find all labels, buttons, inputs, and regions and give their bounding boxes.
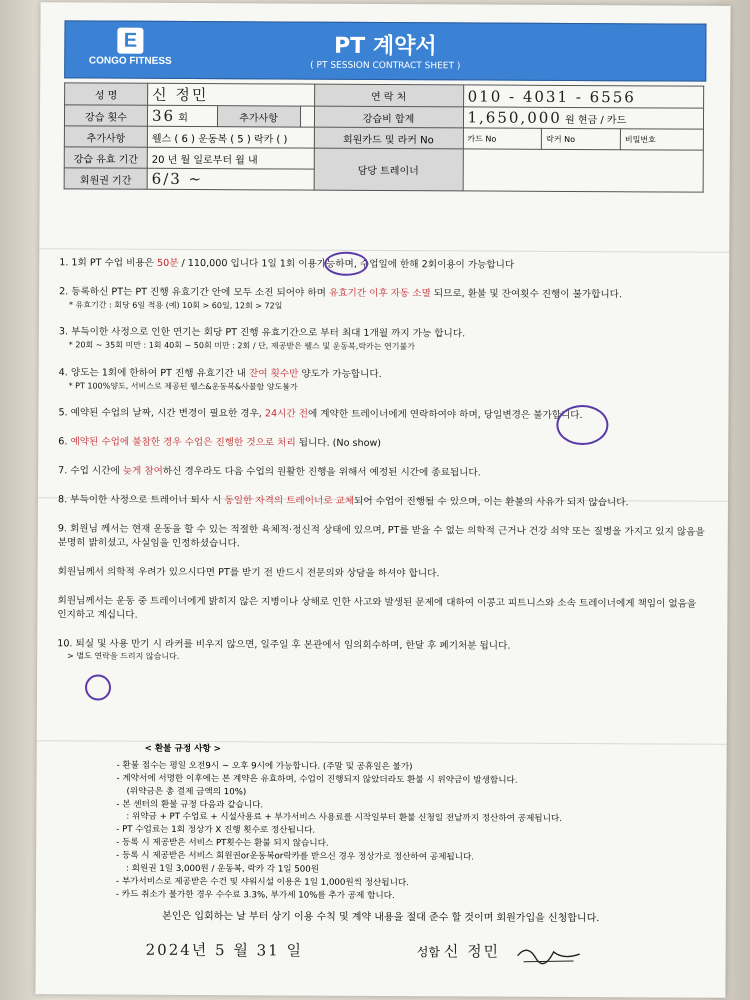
addons-label: 추가사항 xyxy=(64,126,147,147)
refund-line: : 회원권 1일 3,000원 / 운동복, 락카 각 1일 500원 xyxy=(126,863,320,875)
member-period-label: 회원권 기간 xyxy=(64,168,147,189)
refund-line: - 계약서에 서명한 이후에는 본 계약은 유효하며, 수업이 진행되지 않았더라도 환불 시 위약금이 발생합니다. xyxy=(116,773,518,786)
signature-area xyxy=(146,939,646,966)
clause-text: 5. 예약된 수업의 날짜, 시간 변경이 필요한 경우, xyxy=(58,407,265,420)
locker-no-label: 락커 No xyxy=(542,128,621,149)
clause-highlight: 잔여 횟수만 xyxy=(248,368,299,380)
fold-line xyxy=(39,248,729,253)
clause-note: * 유효기간 : 회당 6일 적용 (예) 10회 > 60일, 12회 > 72일 xyxy=(68,300,283,311)
fee-unit: 원 현금 / 카드 xyxy=(565,114,627,127)
signature-name: 신 정민 xyxy=(443,942,501,961)
agreement-text: 본인은 입회하는 날 부터 상기 이용 수칙 및 계약 내용을 절대 준수 할 것이며 회원가입을 신청합니다. xyxy=(162,910,600,925)
clause-text: 4. 양도는 1회에 한하여 PT 진행 유효기간 내 xyxy=(58,367,250,380)
refund-line: - 본 센터의 환불 규정 다음과 같습니다. xyxy=(116,799,264,810)
clause-highlight: 늦게 참여 xyxy=(122,465,163,478)
clause-text-continued: 되므로, 환불 및 잔여횟수 진행이 불가합니다. xyxy=(430,288,623,301)
clause-text-continued: 양도가 가능합니다. xyxy=(298,368,382,380)
clause-highlight: 50분 xyxy=(156,257,179,269)
clause-text: 6. xyxy=(58,436,71,448)
period-value: 20 년 월 일로부터 월 내 xyxy=(147,147,314,169)
clause-text: 3. 부득이한 사정으로 인한 연기는 회당 PT 진행 유효기간으로 부터 최대 1개월 까지 가능 합니다. xyxy=(58,326,466,340)
contract-header xyxy=(64,20,706,81)
sessions-value: 36 xyxy=(151,106,176,125)
clause-note: > 별도 연락을 드리지 않습니다. xyxy=(67,651,180,662)
trainer-label: 담당 트레이너 xyxy=(314,148,463,191)
fee-label: 강습비 합계 xyxy=(314,106,463,128)
logo-text: CONGO FITNESS xyxy=(88,55,172,67)
clause-item xyxy=(59,326,709,355)
clause-text: 회원님께서 의학적 우려가 있으시다면 PT를 받기 전 반드시 전문의와 상담을 하셔야 합니다. xyxy=(57,566,440,580)
refund-policy xyxy=(116,743,697,905)
clause-note: * PT 100%양도, 서비스로 제공된 웰스&운동복&사물함 양도불가 xyxy=(68,381,298,392)
clause-text: 1. 1회 PT 수업 비용은 xyxy=(59,257,158,269)
refund-line: - 부가서비스로 제공받은 수건 및 샤워시설 이용은 1일 1,000원씩 정산됩니다. xyxy=(115,876,409,889)
period-label: 강습 유효 기간 xyxy=(64,147,147,168)
clause-item xyxy=(58,465,708,482)
clause-text-continued: / 110,000 입니다 1일 1회 이용가능하며, 수업일에 한해 2회이용이 가능합니다 xyxy=(178,257,515,271)
clause-item xyxy=(58,565,708,582)
clause-highlight: 예약된 수업에 불참한 경우 수업은 진행한 것으로 처리 xyxy=(70,436,296,449)
contact-label: 연 락 처 xyxy=(314,84,463,107)
clause-note: * 20회 ~ 35회 미만 : 1회 40회 ~ 50회 미만 : 2회 / 단, 제공받은 웰스 및 운동복,락카는 연기불가 xyxy=(68,340,416,352)
card-label: 회원카드 및 라커 No xyxy=(314,127,463,149)
extra-label: 추가사항 xyxy=(217,106,300,127)
clause-text: 10. 퇴실 및 사용 만기 시 라커를 비우지 않으면, 일주일 후 본관에서 임의회수하며, 한달 후 폐기처분 됩니다. xyxy=(57,637,511,652)
refund-line: : 위약금 + PT 수업료 + 시설사용료 + 부가서비스 사용료를 시작일부터 환불 신청일 전날까지 정산하여 공제됩니다. xyxy=(126,812,562,825)
pen-circle-mark xyxy=(556,405,608,445)
name-value: 신 정민 xyxy=(148,83,315,106)
clause-item xyxy=(59,366,709,395)
card-no-label: 카드 No xyxy=(463,128,542,149)
clause-highlight: 24시간 전 xyxy=(264,408,309,421)
member-period-value: 6/3 ~ xyxy=(147,168,314,190)
signature-name-label: 성함 xyxy=(416,945,441,960)
clause-text-continued: 에 계약한 트레이너에게 연락하여야 하며, 당일변경은 불가합니다. xyxy=(307,409,583,422)
password-label: 비밀번호 xyxy=(620,129,703,150)
refund-line: - 카드 취소가 불가한 경우 수수료 3.3%, 부가세 10%를 추가 공제 합니다. xyxy=(115,889,395,901)
clause-item xyxy=(57,637,707,666)
refund-line: - 등록 시 제공받은 서비스 회원권or운동복or락카를 받으신 경우 정상가로 정산하여 공제됩니다. xyxy=(116,850,475,863)
clause-text: 2. 등록하신 PT는 PT 진행 유효기간 안에 모두 소진 되어야 하며 xyxy=(59,286,330,299)
pen-circle-mark xyxy=(324,252,368,276)
clause-item xyxy=(59,256,709,273)
clause-item xyxy=(58,436,708,453)
clause-text: 회원님께서는 운동 중 트레이너에게 밝히지 않은 지병이나 상해로 인한 사고와 발생된 문제에 대하여 이콩고 피트니스와 소속 트레이너에게 책임이 없음을 인지하고 계십니다. xyxy=(57,595,697,621)
extra-value xyxy=(300,106,314,127)
contact-value: 010 - 4031 - 6556 xyxy=(463,85,704,108)
sessions-label: 강습 횟수 xyxy=(64,105,147,126)
clause-text-continued: 되어 수업이 진행될 수 있으며, 이는 환불의 사유가 되지 않습니다. xyxy=(354,495,629,509)
refund-line: (위약금은 총 결제 금액의 10%) xyxy=(126,786,247,797)
clause-text-continued: 하신 경우라도 다음 수업의 원활한 진행을 위해서 예정된 시간에 종료됩니다. xyxy=(162,466,481,479)
member-info-table xyxy=(64,82,705,192)
sessions-unit: 회 xyxy=(178,112,188,124)
sessions-cell xyxy=(147,105,217,126)
clause-highlight: 동일한 자격의 트레이너로 교체 xyxy=(224,495,355,507)
trainer-value xyxy=(463,149,704,192)
clause-item xyxy=(57,594,707,625)
clause-highlight: 유효기간 이후 자동 소멸 xyxy=(328,287,431,300)
refund-line: - 환불 접수는 평일 오전9시 ~ 오후 9시에 가능합니다. (주말 및 공휴일은 불가) xyxy=(116,760,413,773)
signature-date: 2024년 5 월 31 일 xyxy=(145,940,304,960)
name-label: 성 명 xyxy=(65,83,148,105)
page-subtitle: ( PT SESSION CONTRACT SHEET ) xyxy=(310,60,461,72)
addons-value: 웰스 ( 6 ) 운동복 ( 5 ) 락카 ( ) xyxy=(147,126,314,148)
pen-circle-mark xyxy=(85,674,111,700)
page-title: PT 계약서 xyxy=(334,33,437,60)
fee-cell xyxy=(463,107,704,129)
clause-item xyxy=(58,407,708,424)
contract-sheet xyxy=(35,2,730,998)
logo-mark-icon: E xyxy=(117,28,143,54)
clause-item xyxy=(58,493,708,510)
handwritten-signature-icon xyxy=(514,941,584,965)
contract-clauses xyxy=(57,256,709,680)
refund-line: - 등록 시 제공받은 서비스 PT횟수는 환불 되지 않습니다. xyxy=(116,837,329,849)
clause-text: 7. 수업 시간에 xyxy=(58,465,123,477)
refund-lines xyxy=(116,759,697,904)
clause-item xyxy=(59,285,709,314)
refund-heading: < 환불 규정 사항 > xyxy=(144,743,221,755)
clause-item xyxy=(58,522,708,553)
clause-text-continued: 됩니다. (No show) xyxy=(295,437,382,450)
clause-text: 8. 부득이한 사정으로 트레이너 퇴사 시 xyxy=(57,494,225,507)
clause-text: 9. 회원님 께서는 현재 운동을 할 수 있는 적절한 육체적·정신적 상태에 있으며, PT를 받을 수 없는 의학적 근거나 건강 쇠약 또는 질병을 가지고 있지 않음을 분명히 밝히셨고, 사실임을 인정하셨습니다. xyxy=(57,523,705,550)
refund-line: - PT 수업료는 1회 정상가 X 진행 횟수로 정산됩니다. xyxy=(116,824,316,836)
fee-value: 1,650,000 xyxy=(467,108,562,127)
